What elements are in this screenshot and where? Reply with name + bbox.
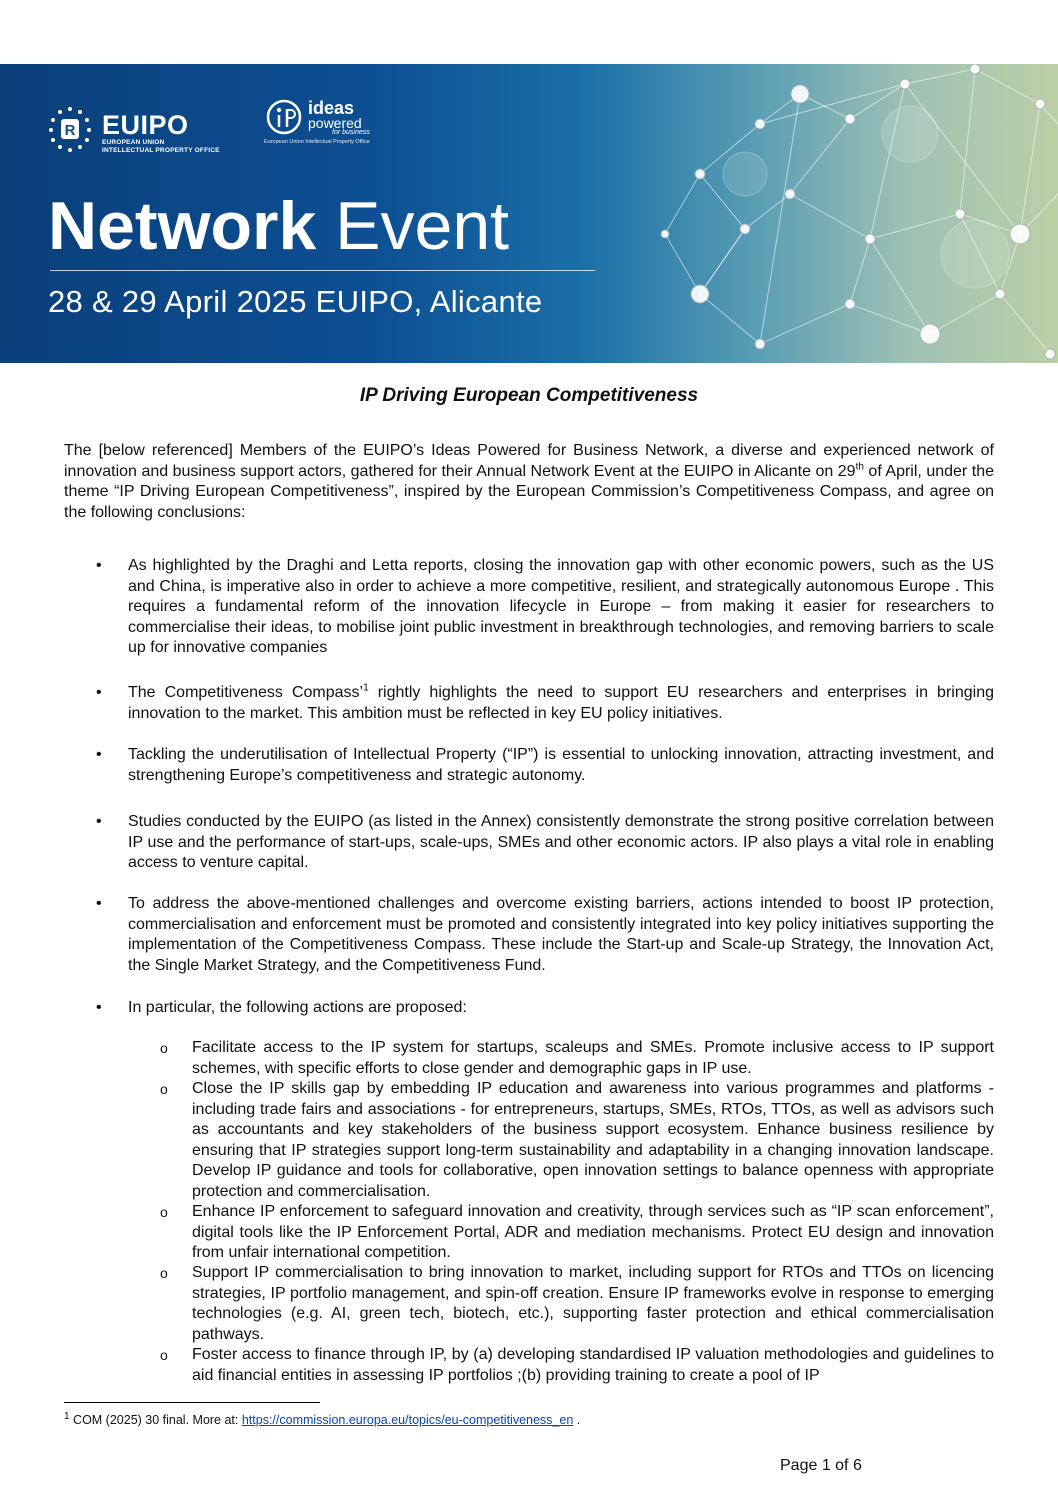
euipo-logo bbox=[44, 104, 234, 154]
event-title: Network Event bbox=[48, 188, 510, 264]
powered-word: powered bbox=[308, 115, 362, 131]
event-date-location: 28 & 29 April 2025 EUIPO, Alicante bbox=[48, 284, 543, 319]
footnote-ref: 1 bbox=[363, 682, 369, 694]
title-divider bbox=[50, 270, 595, 271]
footnote: $^1$ COM (2025) 30 final. More at: https://commission.europa.eu/topics/eu-competitiveness_en . bbox=[64, 1410, 581, 1427]
for-business-word: for business bbox=[332, 129, 370, 136]
ideas-subtitle: European Union Intellectual Property Office bbox=[264, 139, 370, 145]
footnote-link[interactable]: https://commission.europa.eu/topics/eu-competitiveness_en bbox=[241, 1413, 574, 1427]
ideas-powered-logo bbox=[264, 98, 394, 154]
ideas-word: ideas bbox=[308, 98, 355, 118]
event-banner bbox=[0, 64, 1058, 363]
document-heading: IP Driving European Competitiveness bbox=[359, 385, 699, 406]
page-number: Page 1 of 6 bbox=[780, 1457, 862, 1474]
euipo-wordmark: EUIPO bbox=[102, 110, 189, 140]
footnote-divider bbox=[64, 1402, 320, 1403]
euipo-stars-icon bbox=[44, 104, 96, 154]
euipo-subtitle: EUROPEAN UNION INTELLECTUAL PROPERTY OFFICE bbox=[102, 139, 220, 154]
intro-paragraph: The [below referenced] Members of the EUIPO’s Ideas Powered for Business Network, a diverse and experienced network of innovation and business support actors, gathered for their Annual Network Event at the EUIPO in Alicante on 29th of April, under the theme “IP Driving European Competitiveness”, inspired by the European Commission’s Competitiveness Compass, and agree on the following conclusions: bbox=[64, 442, 995, 521]
bulb-icon bbox=[264, 98, 304, 138]
svg-text:R: R bbox=[64, 122, 76, 139]
